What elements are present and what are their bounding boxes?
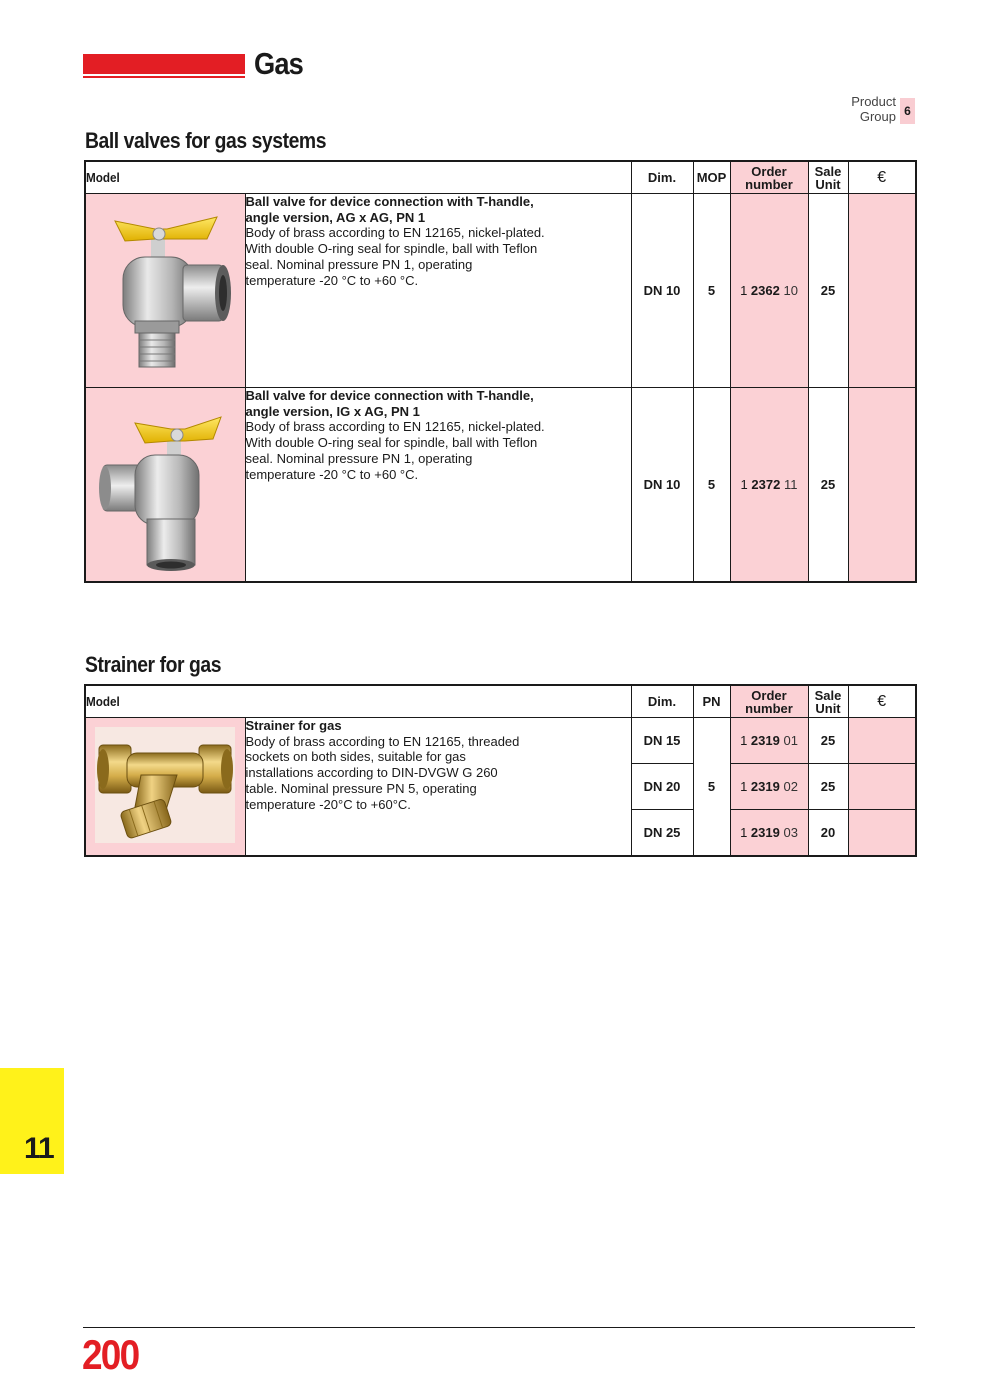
product-image-cell [85, 194, 245, 388]
mop-value: 5 [693, 194, 730, 388]
dim-value: DN 10 [631, 388, 693, 582]
section-title-strainer: Strainer for gas [85, 652, 222, 677]
price-value [848, 388, 916, 582]
dim-value: DN 20 [631, 764, 693, 810]
table-header-row [85, 161, 916, 194]
chapter-tab [0, 1068, 64, 1174]
dim-value: DN 15 [631, 718, 693, 764]
sale-unit-value: 25 [808, 764, 848, 810]
chapter-number: 11 [24, 1132, 54, 1165]
col-dim: Dim. [631, 161, 693, 194]
product-group-number: 6 [900, 98, 915, 124]
product-details: Body of brass according to EN 12165, nickel-plated. With double O-ring seal for spindle, ball with Teflon seal. Nominal pressure PN 1, operating temperature -20 °C to +60 °C. [245, 225, 545, 288]
product-description [245, 718, 631, 856]
brass-strainer-image [95, 727, 235, 843]
strainer-table [84, 684, 917, 857]
col-sale-unit: Sale Unit [808, 685, 848, 718]
pn-value: 5 [693, 718, 730, 856]
col-order-number: Order number [730, 685, 808, 718]
table-row [85, 388, 916, 582]
order-number: 1 2362 10 [730, 194, 808, 388]
header-underline [83, 76, 245, 78]
col-sale-unit: Sale Unit [808, 161, 848, 194]
order-number: 1 2319 03 [730, 810, 808, 856]
sale-unit-value: 20 [808, 810, 848, 856]
product-description [245, 194, 631, 388]
col-pn: PN [693, 685, 730, 718]
sale-unit-value: 25 [808, 194, 848, 388]
col-model: Model [85, 161, 631, 194]
table-row [85, 194, 916, 388]
product-group-label: Product Group [851, 94, 896, 124]
ball-valve-ag-image [95, 199, 235, 379]
dim-value: DN 25 [631, 810, 693, 856]
table-header-row [85, 685, 916, 718]
product-description [245, 388, 631, 582]
ball-valve-ig-image [95, 393, 235, 573]
price-value [848, 764, 916, 810]
col-price: € [848, 685, 916, 718]
price-value [848, 194, 916, 388]
footer-rule [83, 1327, 915, 1328]
price-value [848, 810, 916, 856]
table-row [85, 718, 916, 764]
product-name: Ball valve for device connection with T-handle, angle version, AG x AG, PN 1 [245, 194, 534, 225]
product-image-cell [85, 388, 245, 582]
product-details: Body of brass according to EN 12165, threaded sockets on both sides, suitable for gas installations according to DIN-DVGW G 260 table. Nominal pressure PN 5, operating temperature -20°C to +60°C. [245, 733, 520, 812]
sale-unit-value: 25 [808, 388, 848, 582]
col-mop: MOP [693, 161, 730, 194]
section-title-ball-valves: Ball valves for gas systems [85, 128, 327, 153]
col-price: € [848, 161, 916, 194]
product-image-cell [85, 718, 245, 856]
dim-value: DN 10 [631, 194, 693, 388]
price-value [848, 718, 916, 764]
ball-valves-table [84, 160, 917, 583]
header-red-bar [83, 54, 245, 74]
col-model: Model [85, 685, 631, 718]
page-number: 200 [82, 1331, 139, 1378]
mop-value: 5 [693, 388, 730, 582]
product-name: Ball valve for device connection with T-handle, angle version, IG x AG, PN 1 [245, 388, 534, 419]
order-number: 1 2319 02 [730, 764, 808, 810]
col-order-number: Order number [730, 161, 808, 194]
page-title: Gas [254, 46, 303, 81]
product-name: Strainer for gas [245, 718, 342, 733]
product-details: Body of brass according to EN 12165, nickel-plated. With double O-ring seal for spindle, ball with Teflon seal. Nominal pressure PN 1, operating temperature -20 °C to +60 °C. [245, 419, 545, 482]
order-number: 1 2319 01 [730, 718, 808, 764]
order-number: 1 2372 11 [730, 388, 808, 582]
sale-unit-value: 25 [808, 718, 848, 764]
col-dim: Dim. [631, 685, 693, 718]
